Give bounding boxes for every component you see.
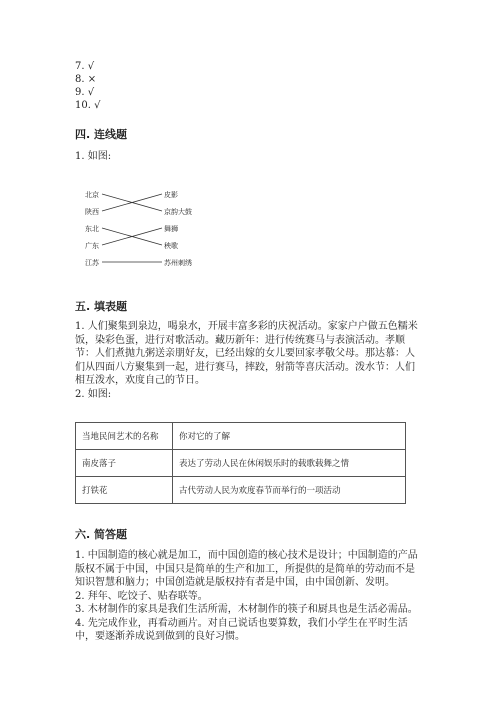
right-piying: 皮影	[164, 191, 178, 199]
table-row	[76, 477, 406, 504]
table-cell: 表达了劳动人民在休闲娱乐时的载歌载舞之情	[173, 450, 406, 477]
table-header-cell: 你对它的了解	[173, 423, 406, 450]
answer-10: 10. √	[75, 100, 101, 111]
item-1-line: 们从四面八方聚集到一起，进行赛马，摔跤，射箭等喜庆活动。泼水节：人们	[75, 361, 415, 373]
answer-line: 2. 拜年、吃饺子、贴春联等。	[75, 590, 208, 602]
table-header-row	[76, 423, 406, 450]
answer-line: 1. 中国制造的核心就是加工，而中国创造的核心技术是设计；中国制造的产品	[75, 550, 418, 561]
matching-lines	[78, 186, 228, 276]
left-shaanxi: 陕西	[85, 208, 99, 216]
answer-7: 7. √	[75, 61, 95, 72]
item-1-line: 1. 人们聚集到泉边，喝泉水，开展丰富多彩的庆祝活动。家家户户做五色糯米	[75, 321, 418, 332]
answer-line: 4. 先完成作业，再看动画片。对自己说话也要算数，我们小学生在平时生活	[75, 617, 408, 629]
item-1-line: 节：人们煮抛九粥送亲朋好友，已经出嫁的女儿要回家孝敬父母。那达慕：人	[75, 348, 415, 359]
left-jiangsu: 江苏	[85, 259, 99, 267]
answer-line: 知识智慧和脑力；中国创造就是版权持有者是中国，由中国创新、发明。	[75, 577, 395, 588]
section-6-title: 六. 简答题	[75, 528, 128, 541]
item-1-line: 饭，染彩色蛋，进行对歌活动。藏历新年：进行传统赛马与表演活动。孝顺	[75, 334, 405, 346]
section-5-item-1	[75, 320, 427, 388]
item-1-line: 相互泼水，欢度自己的节日。	[75, 375, 205, 386]
answer-8: 8. ×	[75, 74, 97, 85]
table-cell: 打铁花	[76, 477, 173, 504]
left-guangdong: 广东	[85, 242, 99, 250]
left-dongbei: 东北	[85, 225, 99, 233]
answer-line: 中，要逐渐养成说到做到的良好习惯。	[75, 631, 245, 642]
answer-line: 3. 木材制作的家具是我们生活所需，木材制作的筷子和厨具也是生活必需品。	[75, 604, 418, 615]
answer-line: 版权不属于中国，中国只是简单的生产和加工，所提供的是简单的劳动而不是	[75, 563, 415, 575]
section-5-item-2: 2. 如图:	[75, 389, 112, 400]
table-row	[76, 450, 406, 477]
right-suzhou-cixiu: 苏州刺绣	[164, 259, 192, 267]
folk-art-table	[75, 422, 406, 504]
table-cell: 南皮落子	[76, 450, 173, 477]
table-header-cell: 当地民间艺术的名称	[76, 423, 173, 450]
right-jingyun-dagu: 京韵大鼓	[164, 208, 192, 216]
right-yangge: 秧歌	[164, 242, 178, 250]
section-4-item-1: 1. 如图:	[75, 151, 112, 162]
section-6-answers	[75, 549, 427, 644]
left-beijing: 北京	[85, 191, 99, 199]
section-4-title: 四. 连线题	[75, 128, 128, 141]
table-cell: 古代劳动人民为欢度春节而举行的一项活动	[173, 477, 406, 504]
answer-9: 9. √	[75, 87, 95, 98]
answer-list	[75, 60, 100, 112]
matching-diagram	[78, 186, 228, 276]
section-5-title: 五. 填表题	[75, 300, 128, 313]
right-wushi: 舞狮	[164, 225, 178, 233]
